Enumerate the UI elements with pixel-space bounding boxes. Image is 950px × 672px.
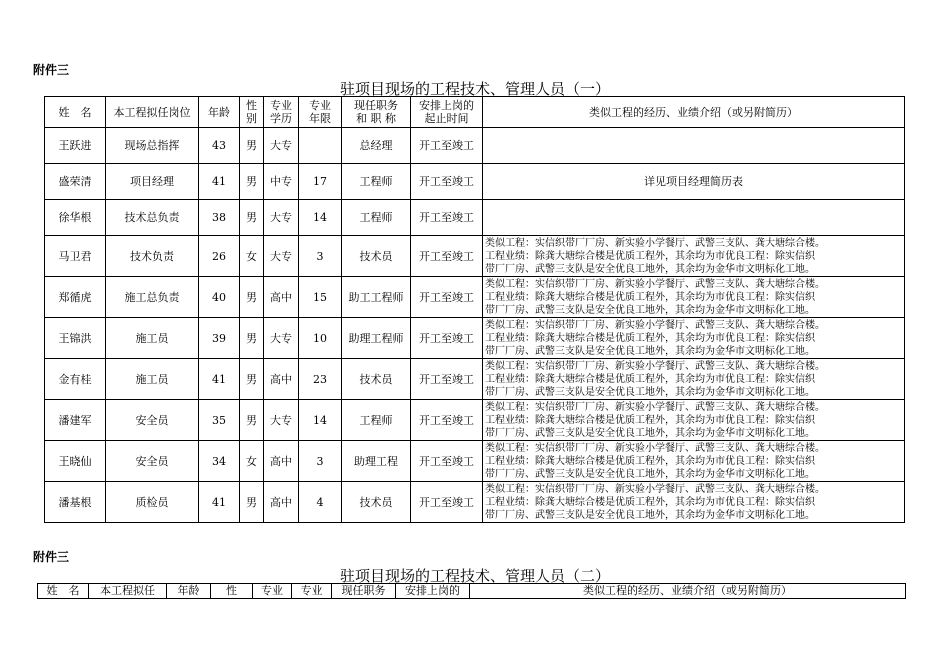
header-sex: 性 别 — [240, 97, 264, 128]
cell-name: 郑循虎 — [45, 277, 106, 318]
cell-name: 王晓仙 — [45, 441, 106, 482]
header-period: 安排上岗的 起止时间 — [411, 97, 483, 128]
header-sex: 性 — [211, 584, 253, 599]
header-education: 专业 — [253, 584, 292, 599]
cell-experience: 详见项目经理简历表 — [483, 164, 905, 200]
header-title: 现任职务 — [332, 584, 396, 599]
cell-years: 14 — [299, 200, 342, 236]
cell-age: 39 — [199, 318, 240, 359]
cell-education: 高中 — [264, 482, 299, 523]
table-row — [45, 200, 905, 236]
cell-name: 王跃进 — [45, 128, 106, 164]
table-row — [45, 400, 905, 441]
cell-title: 技术员 — [342, 236, 411, 277]
cell-sex: 男 — [240, 277, 264, 318]
cell-position: 安全员 — [106, 400, 199, 441]
cell-age: 43 — [199, 128, 240, 164]
header-name: 姓 名 — [38, 584, 89, 599]
cell-years: 3 — [299, 441, 342, 482]
cell-period: 开工至竣工 — [411, 277, 483, 318]
table-row — [45, 359, 905, 400]
cell-period: 开工至竣工 — [411, 164, 483, 200]
cell-position: 项目经理 — [106, 164, 199, 200]
cell-age: 26 — [199, 236, 240, 277]
cell-sex: 男 — [240, 482, 264, 523]
cell-title: 工程师 — [342, 400, 411, 441]
cell-title: 工程师 — [342, 164, 411, 200]
cell-position: 安全员 — [106, 441, 199, 482]
table-header-row — [38, 584, 906, 599]
cell-education: 高中 — [264, 359, 299, 400]
cell-period: 开工至竣工 — [411, 236, 483, 277]
cell-years: 10 — [299, 318, 342, 359]
personnel-table — [44, 96, 905, 523]
cell-years: 14 — [299, 400, 342, 441]
cell-sex: 男 — [240, 128, 264, 164]
header-education: 专业 学历 — [264, 97, 299, 128]
page-title-2: 驻项目现场的工程技术、管理人员（二） — [339, 567, 610, 585]
cell-position: 现场总指挥 — [106, 128, 199, 164]
cell-years: 23 — [299, 359, 342, 400]
table-row — [45, 441, 905, 482]
cell-age: 41 — [199, 164, 240, 200]
cell-years: 15 — [299, 277, 342, 318]
cell-title: 工程师 — [342, 200, 411, 236]
attachment-label: 附件三 — [33, 63, 70, 77]
cell-title: 助工工程师 — [342, 277, 411, 318]
cell-period: 开工至竣工 — [411, 200, 483, 236]
cell-experience: 类似工程：实信织带厂厂房、新实验小学餐厅、武警三支队、龚大塘综合楼。 工程业绩：除龚大塘综合楼是优质工程外，其余均为市优良工程：除实信织 带厂厂房、武警三支队是安全优良工地外，其余均为金华市文明标化工地。 — [483, 277, 905, 318]
cell-education: 大专 — [264, 236, 299, 277]
header-experience: 类似工程的经历、业绩介绍（或另附简历） — [483, 97, 905, 128]
table-row — [45, 128, 905, 164]
table-row — [45, 318, 905, 359]
cell-years: 4 — [299, 482, 342, 523]
header-age: 年龄 — [199, 97, 240, 128]
cell-age: 40 — [199, 277, 240, 318]
cell-experience: 类似工程：实信织带厂厂房、新实验小学餐厅、武警三支队、龚大塘综合楼。 工程业绩：除龚大塘综合楼是优质工程外，其余均为市优良工程：除实信织 带厂厂房、武警三支队是安全优良工地外，其余均为金华市文明标化工地。 — [483, 482, 905, 523]
cell-name: 王锦洪 — [45, 318, 106, 359]
personnel-table-2 — [37, 583, 906, 599]
cell-position: 质检员 — [106, 482, 199, 523]
cell-position: 施工员 — [106, 318, 199, 359]
cell-name: 盛荣清 — [45, 164, 106, 200]
cell-period: 开工至竣工 — [411, 441, 483, 482]
header-experience: 类似工程的经历、业绩介绍（或另附简历） — [470, 584, 906, 599]
cell-name: 金有桂 — [45, 359, 106, 400]
header-age: 年龄 — [167, 584, 211, 599]
cell-title: 助理工程师 — [342, 318, 411, 359]
cell-period: 开工至竣工 — [411, 400, 483, 441]
header-title: 现任职务 和 职 称 — [342, 97, 411, 128]
cell-experience: 类似工程：实信织带厂厂房、新实验小学餐厅、武警三支队、龚大塘综合楼。 工程业绩：除龚大塘综合楼是优质工程外，其余均为市优良工程：除实信织 带厂厂房、武警三支队是安全优良工地外，其余均为金华市文明标化工地。 — [483, 441, 905, 482]
cell-name: 徐华根 — [45, 200, 106, 236]
attachment-label-2: 附件三 — [33, 550, 70, 564]
header-years: 专业 年限 — [299, 97, 342, 128]
cell-education: 高中 — [264, 441, 299, 482]
table-row — [45, 236, 905, 277]
cell-education: 大专 — [264, 128, 299, 164]
table-header-row — [45, 97, 905, 128]
cell-age: 35 — [199, 400, 240, 441]
cell-age: 34 — [199, 441, 240, 482]
header-position: 本工程拟任岗位 — [106, 97, 199, 128]
table-row — [45, 277, 905, 318]
cell-experience — [483, 128, 905, 164]
cell-experience: 类似工程：实信织带厂厂房、新实验小学餐厅、武警三支队、龚大塘综合楼。 工程业绩：除龚大塘综合楼是优质工程外，其余均为市优良工程：除实信织 带厂厂房、武警三支队是安全优良工地外，其余均为金华市文明标化工地。 — [483, 359, 905, 400]
cell-education: 大专 — [264, 400, 299, 441]
cell-years: 17 — [299, 164, 342, 200]
cell-name: 潘建军 — [45, 400, 106, 441]
cell-title: 助理工程 — [342, 441, 411, 482]
cell-position: 技术总负责 — [106, 200, 199, 236]
header-years: 专业 — [292, 584, 332, 599]
cell-experience: 类似工程：实信织带厂厂房、新实验小学餐厅、武警三支队、龚大塘综合楼。 工程业绩：除龚大塘综合楼是优质工程外，其余均为市优良工程：除实信织 带厂厂房、武警三支队是安全优良工地外，其余均为金华市文明标化工地。 — [483, 318, 905, 359]
cell-education: 大专 — [264, 200, 299, 236]
header-period: 安排上岗的 — [396, 584, 470, 599]
cell-title: 总经理 — [342, 128, 411, 164]
cell-period: 开工至竣工 — [411, 318, 483, 359]
cell-position: 施工员 — [106, 359, 199, 400]
cell-title: 技术员 — [342, 359, 411, 400]
cell-name: 马卫君 — [45, 236, 106, 277]
cell-age: 38 — [199, 200, 240, 236]
cell-sex: 男 — [240, 318, 264, 359]
cell-sex: 女 — [240, 236, 264, 277]
cell-education: 中专 — [264, 164, 299, 200]
cell-experience — [483, 200, 905, 236]
table-row — [45, 164, 905, 200]
cell-position: 技术负责 — [106, 236, 199, 277]
page-title: 驻项目现场的工程技术、管理人员（一） — [339, 80, 610, 98]
cell-period: 开工至竣工 — [411, 128, 483, 164]
cell-period: 开工至竣工 — [411, 482, 483, 523]
cell-age: 41 — [199, 359, 240, 400]
cell-position: 施工总负责 — [106, 277, 199, 318]
cell-sex: 男 — [240, 400, 264, 441]
cell-name: 潘基根 — [45, 482, 106, 523]
header-name: 姓 名 — [45, 97, 106, 128]
cell-experience: 类似工程：实信织带厂厂房、新实验小学餐厅、武警三支队、龚大塘综合楼。 工程业绩：除龚大塘综合楼是优质工程外，其余均为市优良工程：除实信织 带厂厂房、武警三支队是安全优良工地外，其余均为金华市文明标化工地。 — [483, 400, 905, 441]
cell-sex: 男 — [240, 359, 264, 400]
header-position: 本工程拟任 — [89, 584, 167, 599]
cell-sex: 男 — [240, 200, 264, 236]
cell-sex: 女 — [240, 441, 264, 482]
cell-age: 41 — [199, 482, 240, 523]
cell-education: 大专 — [264, 318, 299, 359]
table-row — [45, 482, 905, 523]
cell-education: 高中 — [264, 277, 299, 318]
cell-period: 开工至竣工 — [411, 359, 483, 400]
cell-years — [299, 128, 342, 164]
cell-years: 3 — [299, 236, 342, 277]
cell-title: 技术员 — [342, 482, 411, 523]
cell-experience: 类似工程：实信织带厂厂房、新实验小学餐厅、武警三支队、龚大塘综合楼。 工程业绩：除龚大塘综合楼是优质工程外，其余均为市优良工程：除实信织 带厂厂房、武警三支队是安全优良工地外，其余均为金华市文明标化工地。 — [483, 236, 905, 277]
cell-sex: 男 — [240, 164, 264, 200]
